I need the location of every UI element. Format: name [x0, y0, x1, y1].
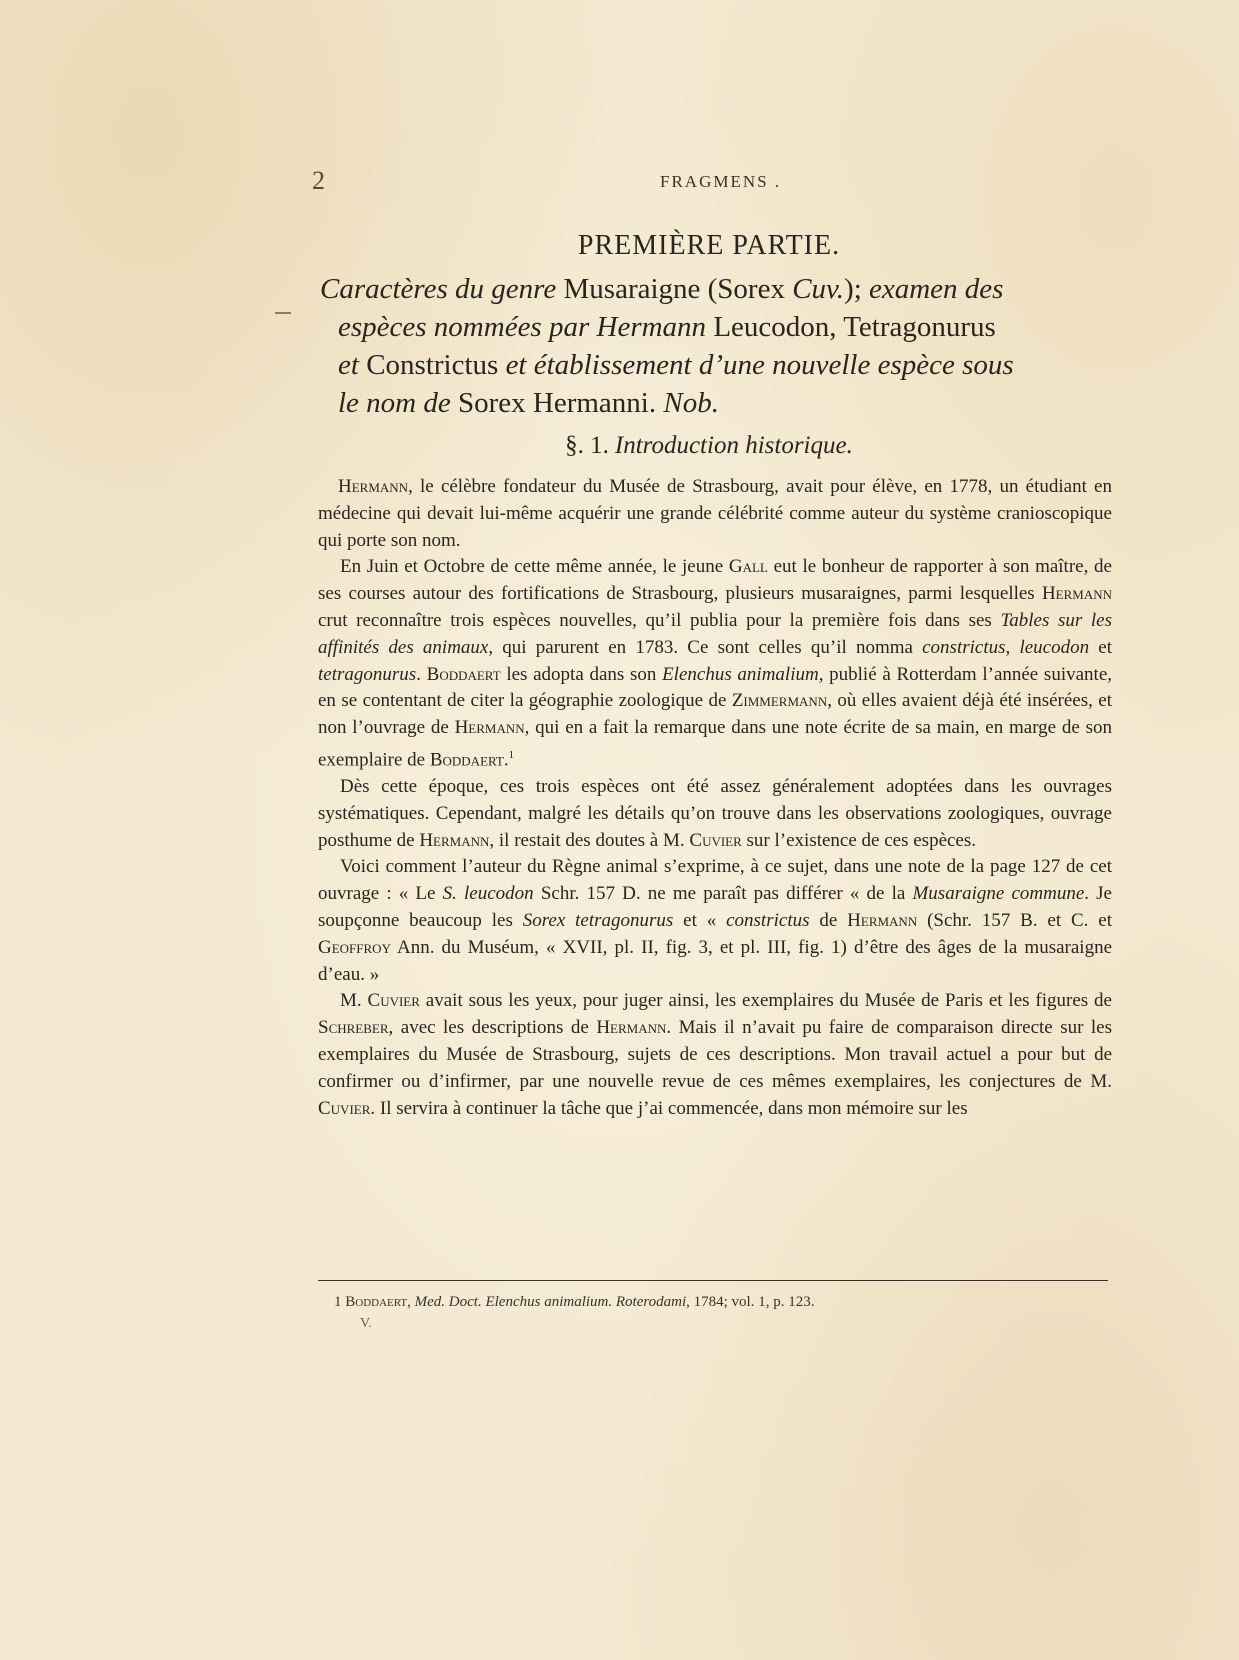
chapter-heading — [320, 270, 1110, 422]
heading-text: Leucodon, Tetragonurus — [706, 311, 996, 343]
body-text — [318, 474, 1112, 1122]
person-name: Hermann — [338, 476, 409, 497]
paragraph — [318, 854, 1112, 988]
page-header — [312, 166, 1106, 196]
text-run: , — [1005, 636, 1020, 658]
heading-line — [320, 270, 1110, 308]
heading-line — [320, 384, 1110, 422]
page-number: 2 — [312, 166, 325, 195]
work-title: Med. Doct. Elenchus animalium. Roterodami — [414, 1294, 687, 1310]
person-name: Hermann — [596, 1017, 667, 1039]
text-run: Schr. 157 D. ne me paraît pas différer « de la — [533, 883, 913, 905]
paragraph — [318, 554, 1112, 774]
text-run: . — [416, 663, 427, 685]
species-name: leucodon — [1019, 636, 1090, 658]
species-name: Sorex tetragonurus — [522, 910, 674, 932]
heading-text: Caractères du genre — [320, 273, 557, 305]
person-name: Boddaert — [426, 663, 501, 685]
text-run: , qui en a fait la remarque dans une note écrite de sa main, en marge de son exemplaire de — [318, 717, 1112, 771]
text-run: les adopta dans son — [500, 663, 663, 685]
text-run: . — [503, 749, 509, 771]
paragraph — [318, 988, 1112, 1122]
person-name: Cuvier — [367, 990, 420, 1012]
text-run: , — [407, 1294, 415, 1310]
text-run: . Mais il n’avait pu faire de comparaison directe sur les exemplaires du Musée de Strasbourg, sujets de ces descriptions. Mon travail actuel a pour but de confirmer ou d’infirmer, par une nouvelle revue de ces mêmes exemplaires, les conjectures de M. — [318, 1017, 1112, 1092]
footnote-ref[interactable]: 1 — [508, 748, 515, 761]
text-run: (Schr. 157 B. et C. et — [917, 910, 1112, 932]
footnote-number: 1 — [334, 1294, 342, 1310]
paragraph — [318, 474, 1112, 554]
heading-text: espèces nommées par Hermann — [338, 311, 707, 343]
heading-text: Musaraigne (Sorex — [556, 273, 793, 305]
work-title: Tables sur les affinités des animaux — [318, 609, 1113, 658]
heading-text: ); — [844, 273, 869, 305]
person-name: Schreber — [318, 1017, 389, 1039]
text-run: , publié à Rotterdam l’année suivante, en se contentant de citer la géographie zoologique de — [318, 663, 1113, 712]
text-run: de — [809, 910, 848, 932]
person-name: Hermann — [454, 717, 525, 739]
text-run: eut le bonheur de rapporter à son maître, de ses courses autour des fortifications de Strasbourg, plusieurs musaraignes, parmi lesquelles — [318, 556, 1112, 605]
text-run: et — [1089, 636, 1113, 658]
text-run: , il restait des doutes à M. — [489, 829, 690, 851]
species-name: constrictus — [922, 636, 1006, 658]
person-name: Hermann — [419, 829, 490, 851]
person-name: Gall — [728, 556, 768, 578]
paragraph — [318, 774, 1112, 854]
text-run: , 1784; vol. 1, p. 123. — [686, 1294, 815, 1310]
heading-text: examen des — [869, 273, 1004, 305]
person-name: Zimmermann — [731, 690, 828, 712]
person-name: Cuvier — [689, 829, 742, 851]
species-name: tetragonurus — [318, 663, 417, 685]
text-run: crut reconnaître trois espèces nouvelles, qu’il publia pour la première fois dans ses — [318, 609, 1001, 631]
text-run: , qui parurent en 1783. Ce sont celles qu’il nomma — [488, 636, 923, 658]
catchword: V. — [360, 1316, 372, 1331]
species-name: Musaraigne commune — [912, 883, 1085, 905]
heading-text: et — [338, 349, 359, 381]
section-title — [312, 432, 1106, 460]
heading-text: et établissement d’une nouvelle espèce sous — [505, 349, 1014, 381]
text-run: Ann. du Muséum, « XVII, pl. II, fig. 3, et pl. III, fig. 1) d’être des âges de la musaraigne d’eau. » — [318, 936, 1112, 985]
footnote-divider — [318, 1280, 1108, 1281]
text-run: , le célèbre fondateur du Musée de Strasbourg, avait pour élève, en 1778, un étudiant en médecine qui devait lui-même acquérir une grande célébrité comme auteur du système cranioscopique qui porte son nom. — [318, 476, 1112, 551]
margin-mark — [275, 312, 291, 314]
heading-line — [320, 346, 1110, 384]
text-run: . Il servira à continuer la tâche que j’ai commencée, dans mon mémoire sur les — [370, 1097, 968, 1119]
person-name: Cuvier — [318, 1097, 371, 1119]
heading-text: Cuv. — [792, 273, 845, 305]
text-run: , avec les descriptions de — [388, 1017, 597, 1039]
text-run: , où elles avaient déjà été insérées, et non l’ouvrage de — [318, 690, 1112, 739]
section-title-text: Introduction historique. — [614, 432, 853, 459]
species-name: S. leucodon — [442, 883, 534, 905]
heading-text: Sorex Hermanni. — [450, 387, 664, 419]
person-name: Hermann — [1041, 583, 1112, 605]
person-name: Geoffroy — [318, 936, 391, 958]
person-name: Hermann — [847, 910, 918, 932]
text-run: Dès cette époque, ces trois espèces ont été assez généralement adoptées dans les ouvrages systématiques. Cependant, malgré les détails qu’on trouve dans les observations zoologiques, ouvrage posthume de — [318, 776, 1112, 851]
work-title: Elenchus animalium — [662, 663, 819, 685]
text-run: sur l’existence de ces espèces. — [741, 829, 977, 851]
part-title: PREMIÈRE PARTIE. — [577, 230, 841, 261]
text-run: et « — [673, 910, 727, 932]
heading-text: Nob. — [663, 387, 719, 419]
person-name: Boddaert — [429, 749, 504, 771]
section-mark: §. 1. — [565, 432, 609, 459]
text-run: . Je soupçonne beaucoup les — [318, 883, 1112, 932]
footnote — [334, 1294, 1104, 1311]
heading-text: le nom de — [338, 387, 451, 419]
text-run: En Juin et Octobre de cette même année, le jeune — [340, 556, 729, 578]
text-run: Voici comment l’auteur du Règne animal s’exprime, à ce sujet, dans une note de la page 127 de cet ouvrage : « Le — [318, 856, 1112, 905]
person-name: Boddaert — [345, 1294, 408, 1310]
text-run: M. — [340, 990, 368, 1012]
species-name: constrictus — [726, 910, 810, 932]
text-run: avait sous les yeux, pour juger ainsi, les exemplaires du Musée de Paris et les figures de — [419, 990, 1112, 1012]
heading-line — [320, 308, 1110, 346]
running-head: FRAGMENS . — [660, 172, 782, 191]
heading-text: Constrictus — [358, 349, 506, 381]
